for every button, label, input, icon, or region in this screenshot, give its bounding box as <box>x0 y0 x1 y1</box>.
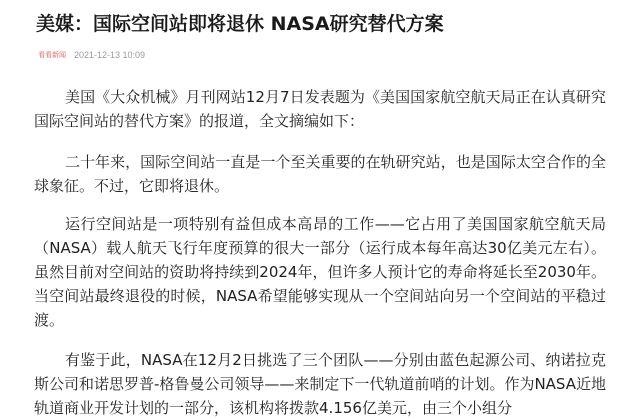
article-title: 美媒：国际空间站即将退休 NASA研究替代方案 <box>36 13 444 35</box>
paragraph-3: 运行空间站是一项特别有益但成本高昂的工作——它占用了美国国家航空航天局（NASA）载人航天飞行年度预算的很大一部分（运行成本每年高达30亿美元左右）。虽然目前对空间站的资助将持续到2024年，但许多人预计它的寿命将延长至2030年。当空间站最终退役的时候，NASA希望能够实现从一个空间站向另一个空间站的平稳过渡。 <box>34 215 606 329</box>
article-meta <box>38 48 145 62</box>
paragraph-2: 二十年来，国际空间站一直是一个至关重要的在轨研究站，也是国际太空合作的全球象征。不过，它即将退休。 <box>34 153 606 195</box>
source-logo: 看看新闻 <box>38 52 66 59</box>
paragraph-4: 有鉴于此，NASA在12月2日挑选了三个团队——分别由蓝色起源公司、纳诺拉克斯公司和诺思罗普-格鲁曼公司领导——来制定下一代轨道前哨的计划。作为NASA近地轨道商业开发计划的一部分，该机构将拨款4.156亿美元，由三个小组分 <box>34 351 606 417</box>
paragraph-1: 美国《大众机械》月刊网站12月7日发表题为《美国国家航空航天局正在认真研究国际空间站的替代方案》的报道，全文摘编如下： <box>34 88 606 130</box>
publish-date: 2021-12-13 10:09 <box>74 50 146 60</box>
